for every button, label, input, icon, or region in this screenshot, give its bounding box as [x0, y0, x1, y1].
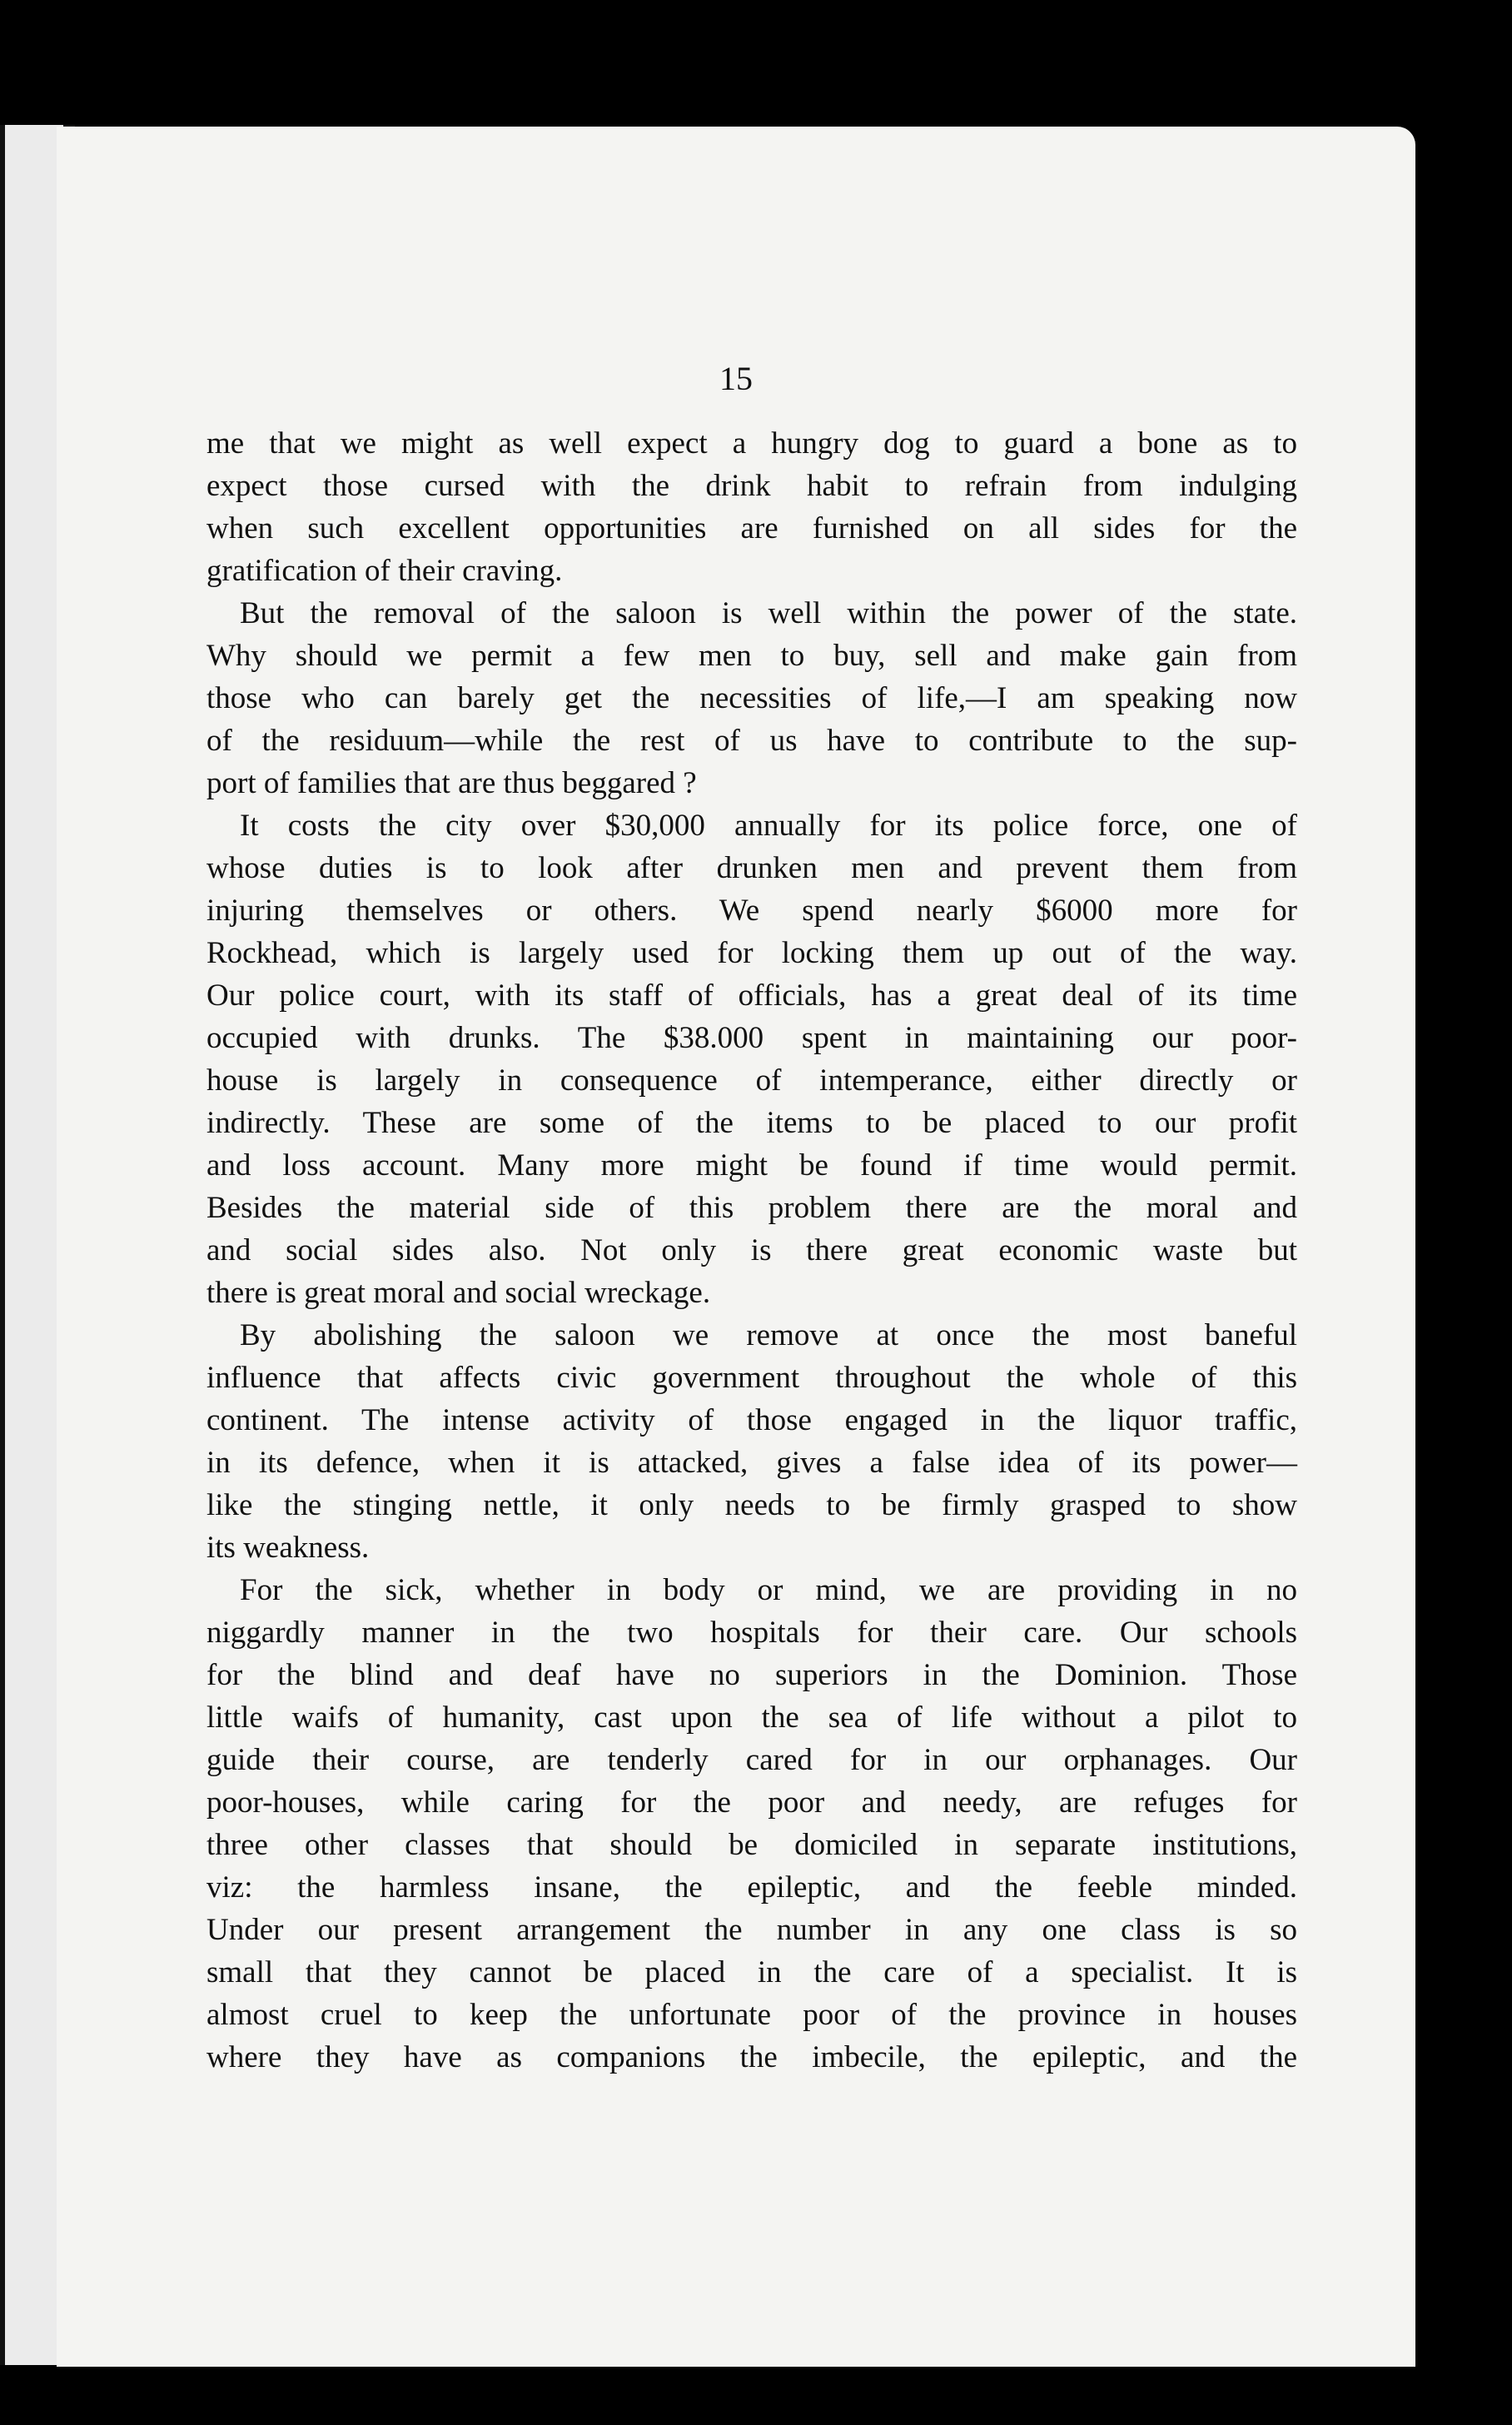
text-line: guide their course, are tenderly cared for in our orphanages. Our: [206, 1743, 1297, 1777]
text-line: me that we might as well expect a hungry dog to guard a bone as to: [206, 426, 1297, 461]
text-line: expect those cursed with the drink habit to refrain from indulging: [206, 469, 1297, 503]
text-line: house is largely in consequence of intemperance, either directly or: [206, 1063, 1297, 1098]
text-line: like the stinging nettle, it only needs to be firmly grasped to show: [206, 1488, 1297, 1522]
text-line: and loss account. Many more might be found if time would permit.: [206, 1148, 1297, 1183]
text-line: influence that affects civic government throughout the whole of this: [206, 1361, 1297, 1395]
text-line: almost cruel to keep the unfortunate poor of the province in houses: [206, 1998, 1297, 2032]
text-line: there is great moral and social wreckage.: [206, 1276, 711, 1310]
text-line: whose duties is to look after drunken men and prevent them from: [206, 851, 1297, 885]
text-line: It costs the city over $30,000 annually for its police force, one of: [240, 809, 1297, 843]
text-line: occupied with drunks. The $38.000 spent in maintaining our poor-: [206, 1021, 1297, 1055]
text-line: niggardly manner in the two hospitals for their care. Our schools: [206, 1616, 1297, 1650]
text-line: port of families that are thus beggared ?: [206, 766, 697, 800]
text-line: Our police court, with its staff of officials, has a great deal of its time: [206, 978, 1297, 1013]
text-line: Besides the material side of this problem there are the moral and: [206, 1191, 1297, 1225]
text-line: where they have as companions the imbecile, the epileptic, and the: [206, 2040, 1297, 2074]
body-text: [206, 422, 1297, 2079]
text-line: By abolishing the saloon we remove at once the most baneful: [240, 1318, 1297, 1352]
text-line: in its defence, when it is attacked, gives a false idea of its power—: [206, 1446, 1297, 1480]
text-line: viz: the harmless insane, the epileptic, and the feeble minded.: [206, 1870, 1297, 1905]
text-line: those who can barely get the necessities of life,—I am speaking now: [206, 681, 1297, 715]
text-line: Why should we permit a few men to buy, sell and make gain from: [206, 639, 1297, 673]
text-line: three other classes that should be domiciled in separate institutions,: [206, 1828, 1297, 1862]
page-number: 15: [719, 360, 753, 397]
text-line: For the sick, whether in body or mind, we are providing in no: [240, 1573, 1297, 1607]
text-line: But the removal of the saloon is well within the power of the state.: [240, 596, 1297, 630]
text-line: continent. The intense activity of those engaged in the liquor traffic,: [206, 1403, 1297, 1437]
text-line: for the blind and deaf have no superiors in the Dominion. Those: [206, 1658, 1297, 1692]
text-line: little waifs of humanity, cast upon the sea of life without a pilot to: [206, 1700, 1297, 1735]
text-line: of the residuum—while the rest of us have to contribute to the sup-: [206, 724, 1297, 758]
text-line: small that they cannot be placed in the care of a specialist. It is: [206, 1955, 1297, 1989]
text-line: and social sides also. Not only is there great economic waste but: [206, 1233, 1297, 1267]
text-line: when such excellent opportunities are furnished on all sides for the: [206, 511, 1297, 545]
text-line: Rockhead, which is largely used for locking them up out of the way.: [206, 936, 1297, 970]
text-line: poor-houses, while caring for the poor and needy, are refuges for: [206, 1785, 1297, 1820]
text-line: Under our present arrangement the number in any one class is so: [206, 1913, 1297, 1947]
text-line: gratification of their craving.: [206, 554, 563, 588]
document-page: [57, 127, 1415, 2367]
text-line: injuring themselves or others. We spend nearly $6000 more for: [206, 894, 1297, 928]
text-line: its weakness.: [206, 1531, 370, 1565]
text-line: indirectly. These are some of the items to be placed to our profit: [206, 1106, 1297, 1140]
